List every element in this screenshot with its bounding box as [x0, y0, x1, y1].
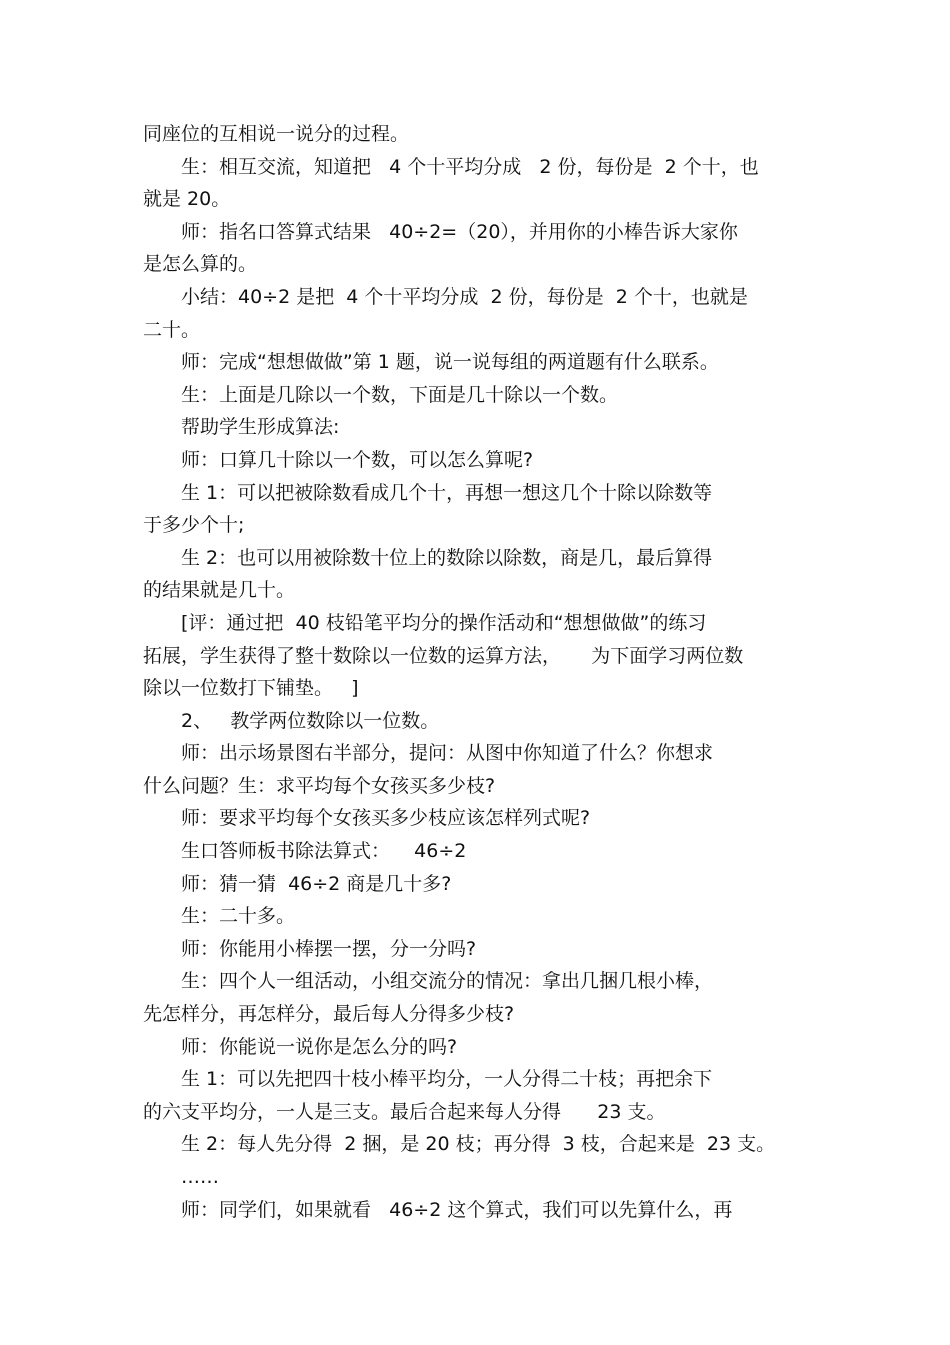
text-line: 师：口算几十除以一个数，可以怎么算呢?: [181, 448, 534, 471]
text-line: 帮助学生形成算法:: [181, 416, 340, 439]
text-line: 师：完成“想想做做”第 1 题，说一说每组的两道题有什么联系。: [181, 351, 719, 374]
text-line: 生：上面是几除以一个数，下面是几十除以一个数。: [181, 383, 619, 406]
text-line: 师：出示场景图右半部分，提问：从图中你知道了什么？你想求: [181, 742, 714, 765]
text-line: 师：你能说一说你是怎么分的吗?: [181, 1035, 458, 1058]
text-line: 2、 教学两位数除以一位数。: [181, 709, 440, 732]
text-line: 师：猜一猜 46÷2 商是几十多?: [181, 872, 452, 895]
text-line: 生 2：也可以用被除数十位上的数除以除数，商是几，最后算得: [181, 546, 713, 569]
text-line: 先怎样分，再怎样分，最后每人分得多少枝?: [143, 1003, 515, 1026]
text-line: 生 2：每人先分得 2 捆，是 20 枝；再分得 3 枝，合起来是 23 支。: [181, 1133, 776, 1156]
text-line: 生 1：可以先把四十枝小棒平均分，一人分得二十枝；再把余下: [181, 1068, 713, 1091]
text-line: [评：通过把 40 枝铅笔平均分的操作活动和“想想做做”的练习: [181, 611, 707, 634]
text-line: 二十。: [143, 318, 201, 341]
text-line: 生口答师板书除法算式： 46÷2: [181, 840, 467, 863]
text-line: 小结：40÷2 是把 4 个十平均分成 2 份，每份是 2 个十，也就是: [181, 285, 748, 308]
text-line: 是怎么算的。: [143, 253, 258, 276]
text-line: 生：相互交流，知道把 4 个十平均分成 2 份，每份是 2 个十，也: [181, 155, 759, 178]
text-line: 生 1：可以把被除数看成几个十，再想一想这几个十除以除数等: [181, 481, 713, 504]
text-line: 于多少个十;: [143, 514, 245, 537]
text-line: 同座位的互相说一说分的过程。: [143, 123, 410, 145]
text-line: 生：四个人一组活动，小组交流分的情况：拿出几捆几根小棒，: [181, 970, 714, 993]
text-line: 师：同学们，如果就看 46÷2 这个算式，我们可以先算什么，再: [181, 1198, 733, 1221]
text-line: 什么问题？生：求平均每个女孩买多少枝?: [143, 774, 496, 797]
text-line: 师：要求平均每个女孩买多少枝应该怎样列式呢?: [181, 807, 591, 830]
text-line: 的六支平均分，一人是三支。最后合起来每人分得 23 支。: [143, 1100, 666, 1123]
text-line: 的结果就是几十。: [143, 579, 296, 602]
text-line: 师：你能用小棒摆一摆，分一分吗?: [181, 937, 477, 960]
text-line: 生：二十多。: [181, 905, 296, 928]
text-line: 拓展，学生获得了整十数除以一位数的运算方法， 为下面学习两位数: [143, 644, 744, 667]
document-body: [143, 118, 823, 1226]
text-line: ……: [181, 1166, 219, 1188]
text-line: 除以一位数打下铺垫。 ]: [143, 677, 359, 700]
text-line: 就是 20。: [143, 188, 231, 211]
text-line: 师：指名口答算式结果 40÷2=（20），并用你的小棒告诉大家你: [181, 220, 738, 243]
